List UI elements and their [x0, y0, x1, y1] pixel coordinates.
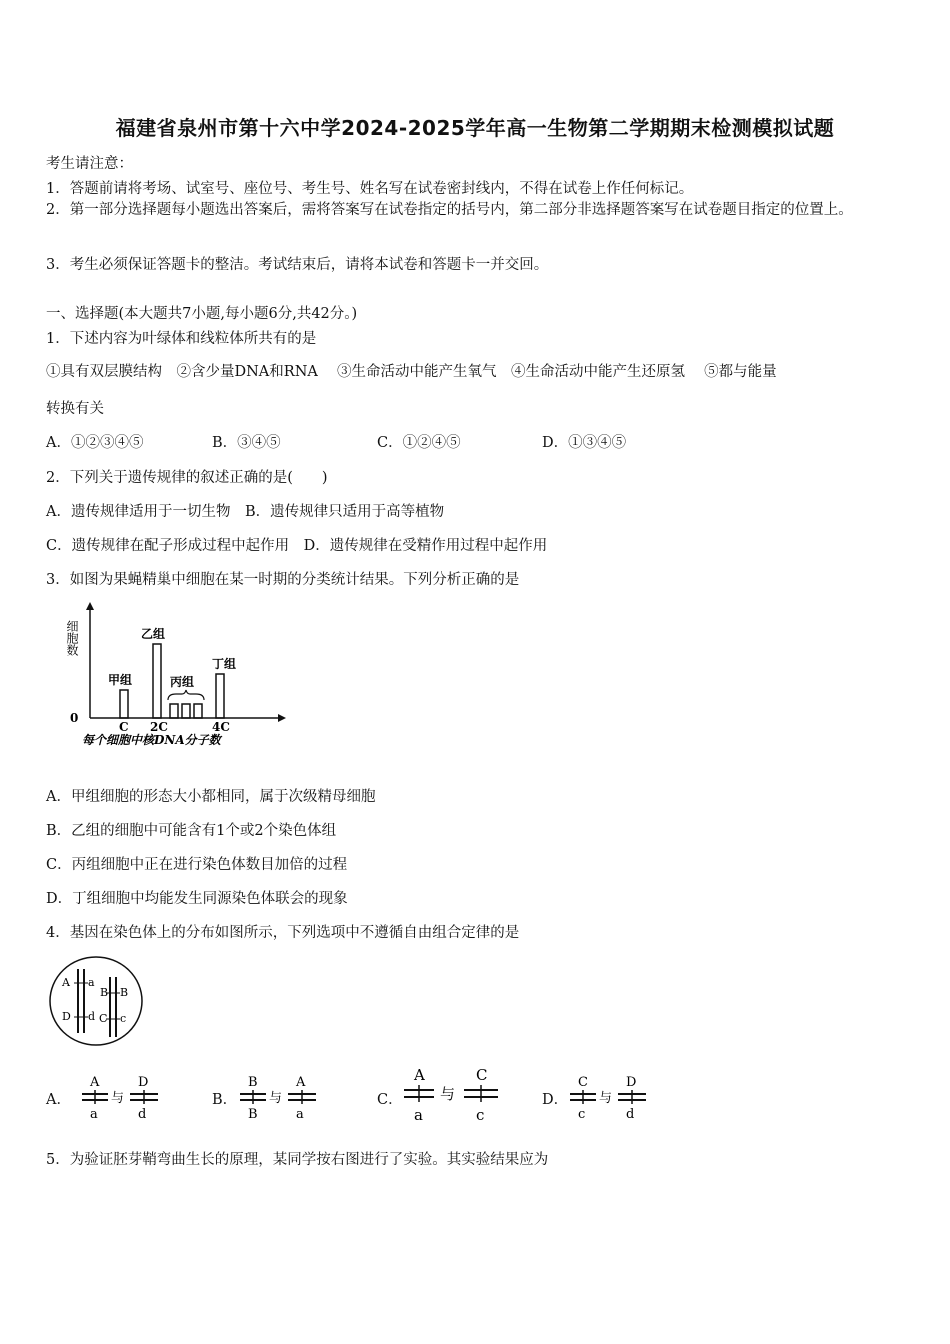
q5-stem: 5．为验证胚芽鞘弯曲生长的原理，某同学按右图进行了实验。其实验结果应为: [46, 1152, 549, 1168]
q3-label-bing: 丙组: [170, 675, 195, 689]
notice-heading: 考生请注意：: [46, 156, 133, 172]
q3-option-c[interactable]: C．丙组细胞中正在进行染色体数目加倍的过程: [46, 857, 348, 873]
q4-gene-B-left: B: [100, 986, 109, 999]
q3-y-arrow: [86, 602, 94, 610]
q4-d-join: 与: [599, 1091, 613, 1106]
q4-gene-c: c: [120, 1012, 127, 1025]
q4-b-top1: B: [248, 1075, 258, 1090]
q2-stem: 2．下列关于遗传规律的叙述正确的是( ): [46, 470, 328, 486]
q4-a-top1: A: [90, 1075, 100, 1090]
page-title: 福建省泉州市第十六中学2024-2025学年高一生物第二学期期末检测模拟试题: [115, 116, 835, 140]
q3-x-arrow: [278, 714, 286, 722]
q4-gene-A: A: [62, 976, 70, 989]
q4-gene-D: D: [62, 1010, 71, 1023]
q4-option-b-label[interactable]: B．: [212, 1092, 238, 1108]
q4-gene-a: a: [88, 976, 95, 989]
q4-gene-d: d: [88, 1010, 96, 1023]
q4-d-top2: D: [626, 1075, 637, 1090]
q3-tick-4c: 4C: [212, 720, 230, 734]
q3-bing-brace: [168, 690, 204, 700]
notice-item-2: 2．第一部分选择题每小题选出答案后，需将答案写在试卷指定的括号内，第二部分非选择题答案写在试卷题目指定的位置上。: [46, 202, 853, 218]
q4-option-c-genotype[interactable]: [402, 1062, 502, 1128]
q4-c-bot1: a: [414, 1106, 423, 1124]
q4-option-c-label[interactable]: C．: [377, 1092, 403, 1108]
section-heading: 一、选择题(本大题共7小题,每小题6分,共42分。): [46, 306, 358, 322]
q4-b-bot2: a: [296, 1107, 304, 1122]
q3-stem: 3．如图为果蝇精巢中细胞在某一时期的分类统计结果。下列分析正确的是: [46, 572, 520, 588]
q3-bar-jia: [120, 690, 128, 718]
q4-stem: 4．基因在染色体上的分布如图所示，下列选项中不遵循自由组合定律的是: [46, 925, 520, 941]
q4-gene-C: C: [99, 1012, 108, 1025]
q1-option-a[interactable]: A．①②③④⑤: [46, 435, 144, 451]
notice-item-3: 3．考生必须保证答题卡的整洁。考试结束后，请将本试卷和答题卡一并交回。: [46, 257, 549, 273]
q3-bar-yi: [153, 644, 161, 718]
q4-b-join: 与: [269, 1091, 283, 1106]
q1-option-b[interactable]: B．③④⑤: [212, 435, 281, 451]
q4-d-bot2: d: [626, 1107, 635, 1122]
q3-option-b[interactable]: B．乙组的细胞中可能含有1个或2个染色体组: [46, 823, 337, 839]
q1-items-cont: 转换有关: [46, 401, 104, 417]
q4-c-bot2: c: [476, 1106, 485, 1124]
q4-option-a-genotype[interactable]: [80, 1070, 166, 1126]
q3-label-yi: 乙组: [141, 627, 166, 641]
q4-option-b-genotype[interactable]: [238, 1070, 324, 1126]
q3-option-a[interactable]: A．甲组细胞的形态大小都相同，属于次级精母细胞: [46, 789, 376, 805]
q3-origin: 0: [70, 711, 79, 725]
notice-item-1: 1．答题前请将考场、试室号、座位号、考生号、姓名写在试卷密封线内，不得在试卷上作任何标记。: [46, 181, 694, 197]
q2-options-line2[interactable]: C．遗传规律在配子形成过程中起作用 D．遗传规律在受精作用过程中起作用: [46, 538, 548, 554]
q4-option-d-genotype[interactable]: [568, 1070, 654, 1126]
q4-d-top1: C: [578, 1075, 588, 1090]
q3-tick-c: C: [119, 720, 129, 734]
q4-c-top2: C: [476, 1066, 488, 1084]
q3-label-ding: 丁组: [212, 657, 237, 671]
q4-a-bot1: a: [90, 1107, 98, 1122]
q3-bar-ding: [216, 674, 224, 718]
q4-chromosome-figure: [46, 953, 146, 1049]
q3-option-d[interactable]: D．丁组细胞中均能发生同源染色体联会的现象: [46, 891, 348, 907]
q4-a-top2: D: [138, 1075, 149, 1090]
q1-stem: 1．下述内容为叶绿体和线粒体所共有的是: [46, 331, 317, 347]
q4-cell-outline: [50, 957, 142, 1045]
q3-xlabel: 每个细胞中核DNA分子数: [82, 733, 221, 747]
q4-option-d-label[interactable]: D．: [542, 1092, 569, 1108]
q3-bar-bing-2: [182, 704, 190, 718]
q4-a-bot2: d: [138, 1107, 147, 1122]
q1-option-d[interactable]: D．①③④⑤: [542, 435, 627, 451]
q4-c-top1: A: [414, 1066, 425, 1084]
q4-b-top2: A: [296, 1075, 306, 1090]
q3-label-jia: 甲组: [108, 673, 133, 687]
q4-c-join: 与: [440, 1085, 456, 1103]
q4-gene-B-right: B: [120, 986, 129, 999]
q4-a-join: 与: [111, 1091, 125, 1106]
q3-tick-2c: 2C: [150, 720, 168, 734]
q3-bar-bing-3: [194, 704, 202, 718]
q3-bar-bing-1: [170, 704, 178, 718]
q1-items: ①具有双层膜结构 ②含少量DNA和RNA ③生命活动中能产生氧气 ④生命活动中能产生还原氢 ⑤都与能量: [46, 364, 777, 380]
q4-b-bot1: B: [248, 1107, 258, 1122]
q3-bar-figure: [56, 600, 296, 750]
q4-d-bot1: c: [578, 1107, 586, 1122]
q3-ylabel: 细胞数: [65, 620, 79, 656]
q2-options-line1[interactable]: A．遗传规律适用于一切生物 B．遗传规律只适用于高等植物: [46, 504, 445, 520]
q1-option-c[interactable]: C．①②④⑤: [377, 435, 461, 451]
q4-option-a-label[interactable]: A．: [46, 1092, 71, 1108]
